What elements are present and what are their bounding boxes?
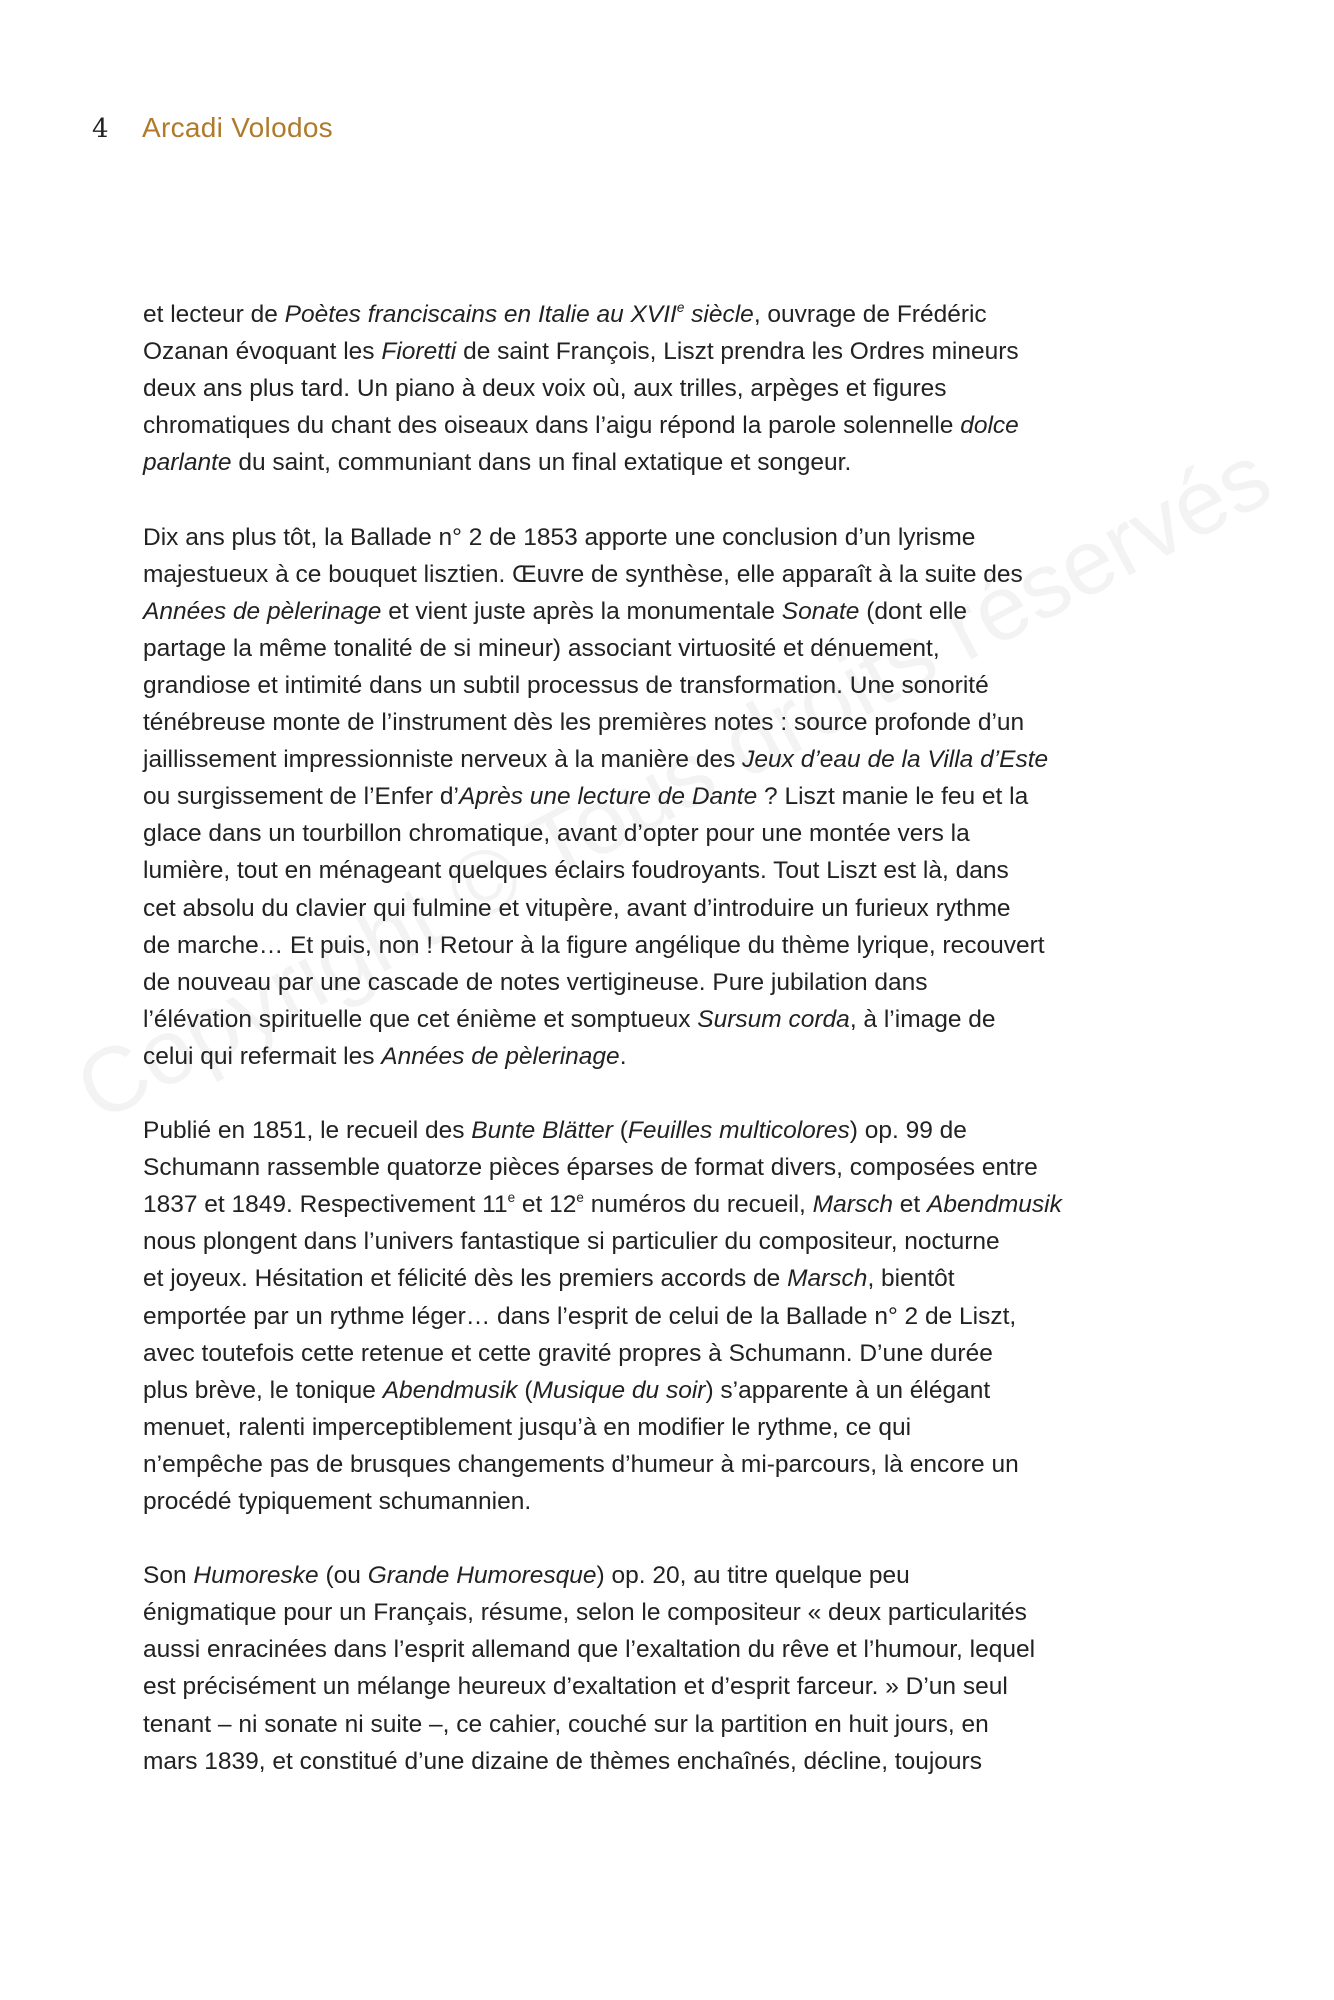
italic-title-text: Grande Humoresque	[367, 1562, 597, 1590]
text-run: et	[893, 1191, 928, 1219]
italic-title-text: Sursum corda	[697, 1005, 850, 1033]
text-run: celui qui refermait les	[143, 1042, 382, 1070]
text-line	[143, 1372, 1203, 1409]
text-run: tenant – ni sonate ni suite –, ce cahier, couché sur la partition en huit jours, en	[143, 1710, 989, 1738]
text-run: , bientôt	[867, 1265, 955, 1293]
text-run: deux ans plus tard. Un piano à deux voix où, aux trilles, arpèges et figures	[143, 375, 947, 403]
text-line	[143, 1743, 1203, 1780]
text-run: jaillissement impressionniste nerveux à la manière des	[143, 746, 743, 774]
superscript-text: e	[576, 1190, 584, 1206]
text-line	[143, 964, 1203, 1001]
italic-title-text: Feuilles multicolores	[627, 1117, 850, 1145]
text-run: , ouvrage de Frédéric	[753, 301, 987, 328]
text-run: Dix ans plus tôt, la Ballade n° 2 de 1853 apporte une conclusion d’un lyrisme	[143, 523, 976, 551]
text-run: de marche… Et puis, non ! Retour à la figure angélique du thème lyrique, recouvert	[143, 931, 1045, 959]
italic-title-text: Après une lecture de Dante	[458, 783, 758, 811]
text-line	[143, 593, 1203, 630]
text-run: aussi enracinées dans l’esprit allemand que l’exaltation du rêve et l’humour, lequel	[143, 1636, 1036, 1664]
text-run: (	[612, 1117, 628, 1145]
italic-title-text: parlante	[143, 449, 232, 477]
text-line	[143, 778, 1203, 815]
text-line	[143, 1260, 1203, 1297]
text-line	[143, 890, 1203, 927]
text-run: Son	[143, 1562, 194, 1590]
text-line	[143, 1298, 1203, 1335]
text-run: , à l’image de	[849, 1005, 996, 1033]
text-run: ) op. 20, au titre quelque peu	[596, 1562, 910, 1590]
text-run: de saint François, Liszt prendra les Ordres mineurs	[456, 338, 1019, 366]
article-body	[143, 296, 1203, 1780]
text-line	[143, 1483, 1203, 1520]
text-line	[143, 370, 1203, 407]
italic-title-text: Musique du soir	[532, 1376, 706, 1404]
page-number: 4	[92, 114, 109, 144]
text-line	[143, 444, 1203, 481]
text-line	[143, 1335, 1203, 1372]
text-run: (dont elle	[859, 597, 968, 625]
text-line	[143, 1186, 1203, 1223]
text-run: partage la même tonalité de si mineur) associant virtuosité et dénuement,	[143, 634, 940, 662]
italic-title-text: Marsch	[812, 1191, 893, 1219]
italic-title-text: Abendmusik	[927, 1191, 1062, 1219]
italic-title-text: Humoreske	[193, 1562, 319, 1590]
italic-title-text: Bunte Blätter	[471, 1117, 613, 1145]
running-title: Arcadi Volodos	[142, 112, 333, 143]
paragraph	[143, 296, 1203, 481]
text-run: lumière, tout en ménageant quelques éclairs foudroyants. Tout Liszt est là, dans	[143, 857, 1009, 885]
text-run: Schumann rassemble quatorze pièces éparses de format divers, composées entre	[143, 1154, 1038, 1182]
italic-title-text: Années de pèlerinage	[143, 597, 382, 625]
text-run: .	[619, 1042, 627, 1070]
italic-title-text: Poètes franciscains en Italie au XVII	[284, 301, 677, 328]
text-run: et joyeux. Hésitation et félicité dès les premiers accords de	[143, 1265, 788, 1293]
text-run: majestueux à ce bouquet lisztien. Œuvre de synthèse, elle apparaît à la suite des	[143, 560, 1023, 588]
paragraph	[143, 519, 1203, 1075]
running-header	[92, 112, 333, 152]
text-line	[143, 1668, 1203, 1705]
text-run: n’empêche pas de brusques changements d’humeur à mi-parcours, là encore un	[143, 1450, 1019, 1478]
text-run: Publié en 1851, le recueil des	[143, 1117, 472, 1145]
text-run: numéros du recueil,	[583, 1191, 813, 1219]
text-line	[143, 296, 1203, 333]
text-run: avec toutefois cette retenue et cette gravité propres à Schumann. D’une durée	[143, 1339, 993, 1367]
text-run: ? Liszt manie le feu et la	[757, 783, 1029, 811]
text-line	[143, 1149, 1203, 1186]
text-line	[143, 815, 1203, 852]
italic-title-text: Années de pèlerinage	[381, 1042, 620, 1070]
text-run: grandiose et intimité dans un subtil processus de transformation. Une sonorité	[143, 671, 989, 699]
text-run: est précisément un mélange heureux d’exaltation et d’esprit farceur. » D’un seul	[143, 1673, 1008, 1701]
text-line	[143, 1706, 1203, 1743]
text-run: ) op. 99 de	[849, 1117, 967, 1145]
text-run: mars 1839, et constitué d’une dizaine de thèmes enchaînés, décline, toujours	[143, 1747, 982, 1775]
text-line	[143, 927, 1203, 964]
text-line	[143, 1557, 1203, 1594]
text-run: ou surgissement de l’Enfer d’	[143, 783, 459, 811]
text-run: 1837 et 1849. Respectivement 11	[143, 1191, 508, 1219]
text-run: chromatiques du chant des oiseaux dans l’aigu répond la parole solennelle	[143, 412, 961, 440]
text-run: ) s’apparente à un élégant	[705, 1376, 991, 1404]
italic-title-text: Abendmusik	[382, 1376, 518, 1404]
italic-title-text: Fioretti	[381, 338, 457, 366]
text-run: (	[517, 1376, 533, 1404]
text-run: et 12	[515, 1191, 577, 1219]
text-line	[143, 407, 1203, 444]
superscript-text: e	[676, 299, 685, 315]
italic-title-text: siècle	[684, 301, 754, 328]
text-run: plus brève, le tonique	[143, 1376, 383, 1404]
text-line	[143, 852, 1203, 889]
text-run: et vient juste après la monumentale	[381, 597, 782, 625]
italic-title-text: Sonate	[781, 597, 860, 625]
text-line	[143, 1446, 1203, 1483]
text-run: cet absolu du clavier qui fulmine et vitupère, avant d’introduire un furieux rythme	[143, 894, 1011, 922]
paragraph	[143, 1112, 1203, 1520]
text-run: menuet, ralenti imperceptiblement jusqu’à en modifier le rythme, ce qui	[143, 1413, 912, 1441]
text-run: emportée par un rythme léger… dans l’esprit de celui de la Ballade n° 2 de Liszt,	[143, 1302, 1017, 1330]
text-line	[143, 1409, 1203, 1446]
italic-title-text: Marsch	[787, 1265, 868, 1293]
text-run: énigmatique pour un Français, résume, selon le compositeur « deux particularités	[143, 1599, 1027, 1627]
text-line	[143, 630, 1203, 667]
text-line	[143, 519, 1203, 556]
text-run: glace dans un tourbillon chromatique, avant d’opter pour une montée vers la	[143, 820, 970, 848]
text-line	[143, 333, 1203, 370]
text-run: Ozanan évoquant les	[143, 338, 382, 366]
paragraph	[143, 1557, 1203, 1780]
text-run: ténébreuse monte de l’instrument dès les premières notes : source profonde d’un	[143, 709, 1025, 737]
text-line	[143, 1001, 1203, 1038]
text-run: nous plongent dans l’univers fantastique si particulier du compositeur, nocturne	[143, 1228, 1000, 1256]
text-line	[143, 556, 1203, 593]
superscript-text: e	[507, 1190, 516, 1206]
text-run: et lecteur de	[143, 301, 285, 328]
italic-title-text: Jeux d’eau de la Villa d’Este	[742, 746, 1049, 774]
text-line	[143, 741, 1203, 778]
text-line	[143, 1631, 1203, 1668]
text-line	[143, 1594, 1203, 1631]
text-line	[143, 667, 1203, 704]
text-line	[143, 704, 1203, 741]
italic-title-text: dolce	[960, 412, 1019, 440]
text-run: procédé typiquement schumannien.	[143, 1488, 532, 1515]
text-run: du saint, communiant dans un final extatique et songeur.	[231, 449, 852, 477]
text-run: l’élévation spirituelle que cet énième et somptueux	[143, 1005, 698, 1033]
text-line	[143, 1223, 1203, 1260]
text-line	[143, 1038, 1203, 1075]
text-run: (ou	[318, 1562, 368, 1590]
text-run: de nouveau par une cascade de notes vertigineuse. Pure jubilation dans	[143, 968, 928, 996]
text-line	[143, 1112, 1203, 1149]
